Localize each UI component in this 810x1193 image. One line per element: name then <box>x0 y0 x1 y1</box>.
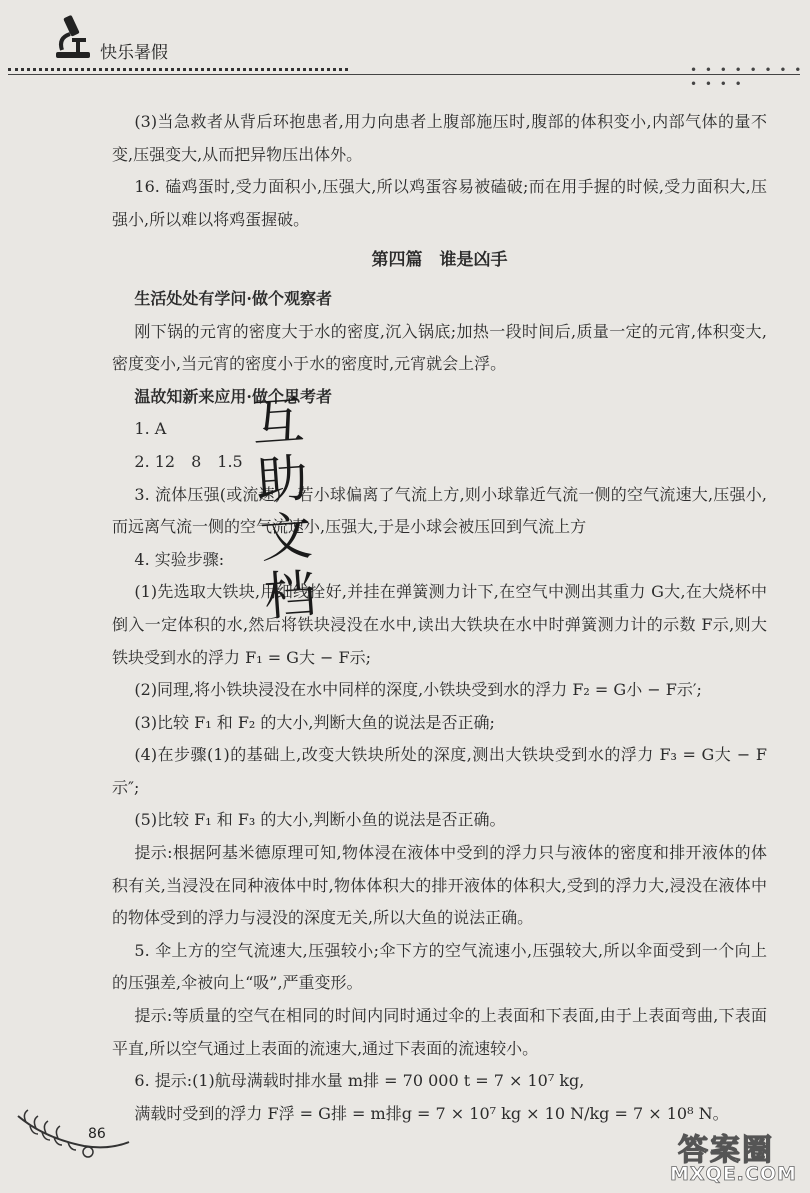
answer-16: 16. 磕鸡蛋时,受力面积小,压强大,所以鸡蛋容易被磕破;而在用手握的时候,受力面积大,压强小,所以难以将鸡蛋握破。 <box>112 177 767 229</box>
answer-content <box>112 106 767 1130</box>
handwritten-char: 助 <box>253 448 311 513</box>
vine-ornament-icon <box>14 1102 134 1162</box>
header-title: 快乐暑假 <box>100 43 168 63</box>
handwritten-char: 文 <box>258 506 315 570</box>
site-watermark <box>660 1125 805 1190</box>
page-header <box>0 0 810 91</box>
answer-4: 4. 实验步骤: <box>134 549 225 569</box>
paragraph-3: (3)当急救者从背后环抱患者,用力向患者上腹部施压时,腹部的体积变小,内部气体的量不变,压强变大,从而把异物压出体外。 <box>112 112 767 164</box>
observer-answer: 刚下锅的元宵的密度大于水的密度,沉入锅底;加热一段时间后,质量一定的元宵,体积变大,密度变小,当元宵的密度小于水的密度时,元宵就会上浮。 <box>112 321 767 374</box>
watermark-url: MXQE.COM <box>670 1163 797 1185</box>
answer-5: 5. 伞上方的空气流速大,压强较小;伞下方的空气流速小,压强较大,所以伞面受到一个向上的压强差,伞被向上“吸”,严重变形。 <box>112 940 767 993</box>
hint-archimedes: 提示:根据阿基米德原理可知,物体浸在液体中受到的浮力只与液体的密度和排开液体的体积有关,当浸没在同种液体中时,物体体积大的排开液体的体积大,受到的浮力大,浸没在液体中的物体受到的浮力与浸没的深度无关,所以大鱼的说法正确。 <box>112 843 767 928</box>
answer-3: 3. 流体压强(或流速) 若小球偏离了气流上方,则小球靠近气流一侧的空气流速大,压强小,而远离气流一侧的空气流速小,压强大,于是小球会被压回到气流上方 <box>112 484 767 537</box>
answer-1: 1. A <box>134 419 167 439</box>
answer-6-buoyancy: 满载时受到的浮力 F浮 = G排 = m排g = 7 × 10⁷ kg × 10 N/kg = 7 × 10⁸ N。 <box>134 1103 729 1123</box>
answer-6: 6. 提示:(1)航母满载时排水量 m排 = 70 000 t = 7 × 10⁷ kg, <box>134 1071 585 1091</box>
step-4: (4)在步骤(1)的基础上,改变大铁块所处的深度,测出大铁块受到水的浮力 F₃ = G大 − F示″; <box>112 745 767 797</box>
step-3: (3)比较 F₁ 和 F₂ 的大小,判断大鱼的说法是否正确; <box>134 712 495 732</box>
page-number: 86 <box>88 1126 106 1142</box>
header-divider-dots: • • • • • • • • • • • • <box>690 63 804 91</box>
answer-2: 2. 12 8 1.5 <box>134 451 243 471</box>
step-1: (1)先选取大铁块,用细线拴好,并挂在弹簧测力计下,在空气中测出其重力 G大,在大烧杯中倒入一定体积的水,然后将铁块浸没在水中,读出大铁块在水中时弹簧测力计的示数 F示,则大铁块受到水的浮力 F₁ = G大 − F示; <box>112 582 767 667</box>
watermark-logo-text: 答案圈 <box>678 1133 774 1168</box>
handwritten-char: 互 <box>249 390 307 455</box>
microscope-icon <box>50 14 94 62</box>
step-5: (5)比较 F₁ 和 F₃ 的大小,判断小鱼的说法是否正确。 <box>134 810 506 830</box>
header-divider-line <box>8 74 800 75</box>
step-2: (2)同理,将小铁块浸没在水中同样的深度,小铁块受到水的浮力 F₂ = G小 − F示′; <box>134 680 702 700</box>
handwritten-char: 档 <box>262 564 319 628</box>
hint-umbrella: 提示:等质量的空气在相同的时间内同时通过伞的上表面和下表面,由于上表面弯曲,下表面平直,所以空气通过上表面的流速大,通过下表面的流速较小。 <box>112 1006 767 1058</box>
subhead-thinker: 温故知新来应用·做个思考者 <box>134 386 332 406</box>
handwritten-annotation <box>250 389 356 627</box>
section-title: 第四篇 谁是凶手 <box>371 250 508 271</box>
header-divider-dotted <box>8 68 348 71</box>
subhead-observer: 生活处处有学问·做个观察者 <box>134 288 332 308</box>
